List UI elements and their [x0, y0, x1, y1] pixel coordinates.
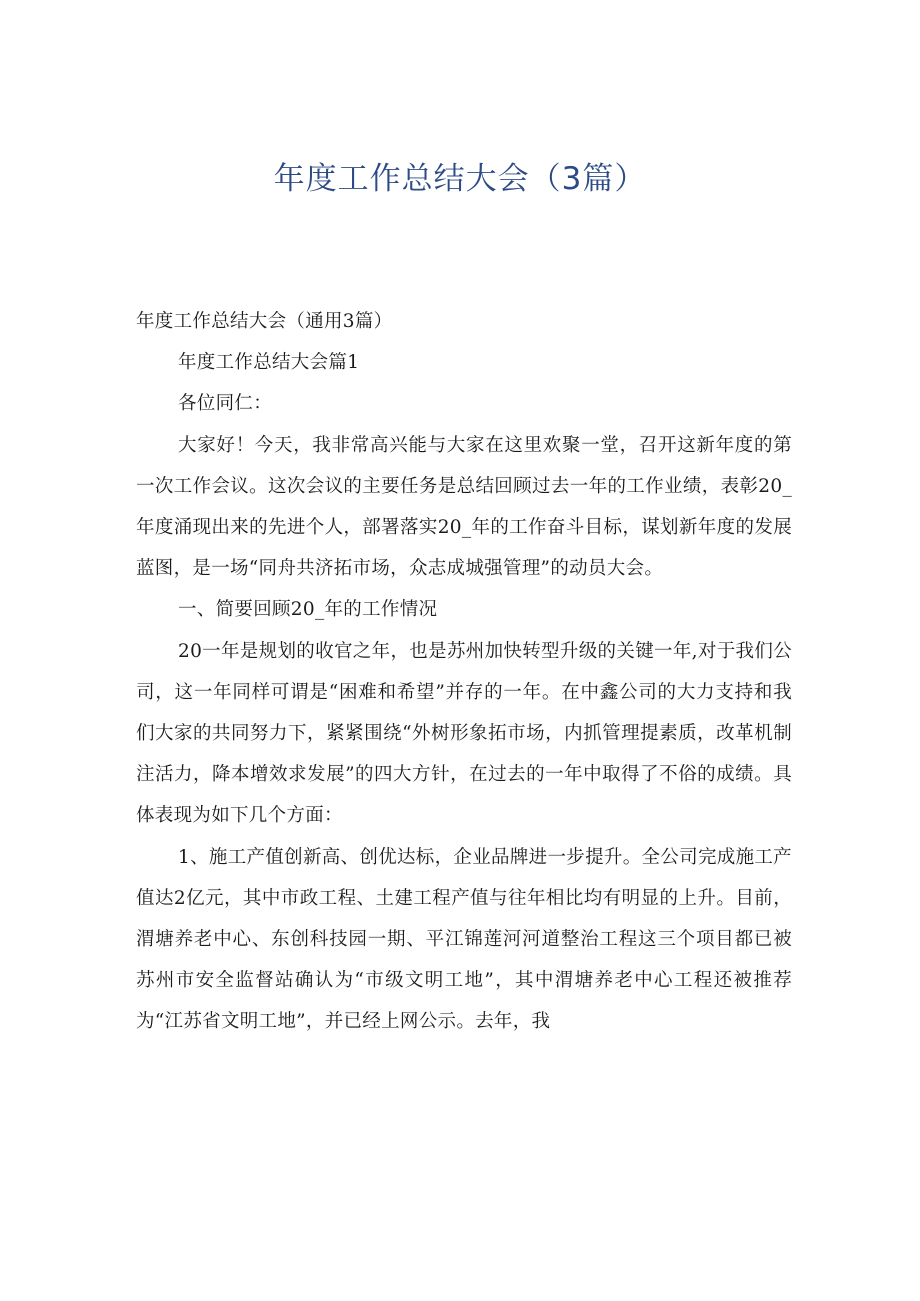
document-title: 年度工作总结大会（3篇） [273, 161, 647, 197]
salutation: 各位同仁： [178, 393, 273, 415]
document-body [136, 301, 792, 1043]
paragraph-achievement-1: 1、施工产值创新高、创优达标，企业品牌进一步提升。全公司完成施工产值达2亿元，其中市政工程、土建工程产值与往年相比均有明显的上升。目前，渭塘养老中心、东创科技园一期、平江锦莲河河道整治工程这三个项目都已被苏州市安全监督站确认为“市级文明工地”，其中渭塘养老中心工程还被推荐为“江苏省文明工地”，并已经上网公示。去年，我 [136, 846, 792, 1033]
document-subtitle: 年度工作总结大会（通用3篇） [136, 311, 393, 332]
paragraph-opening: 大家好！今天，我非常高兴能与大家在这里欢聚一堂，召开这新年度的第一次工作会议。这次会议的主要任务是总结回顾过去一年的工作业绩，表彰20_年度涌现出来的先进个人，部署落实20_年的工作奋斗目标，谋划新年度的发展蓝图，是一场“同舟共济拓市场，众志成城强管理”的动员大会。 [136, 434, 792, 580]
section-heading: 年度工作总结大会篇1 [178, 352, 360, 374]
section-subheading: 一、简要回顾20_年的工作情况 [178, 599, 438, 621]
paragraph-review: 20一年是规划的收官之年，也是苏州加快转型升级的关键一年,对于我们公司，这一年同样可谓是“困难和希望”并存的一年。在中鑫公司的大力支持和我们大家的共同努力下，紧紧围绕“外树形象拓市场，内抓管理提素质，改革机制注活力，降本增效求发展”的四大方针，在过去的一年中取得了不俗的成绩。具体表现为如下几个方面： [136, 640, 792, 827]
